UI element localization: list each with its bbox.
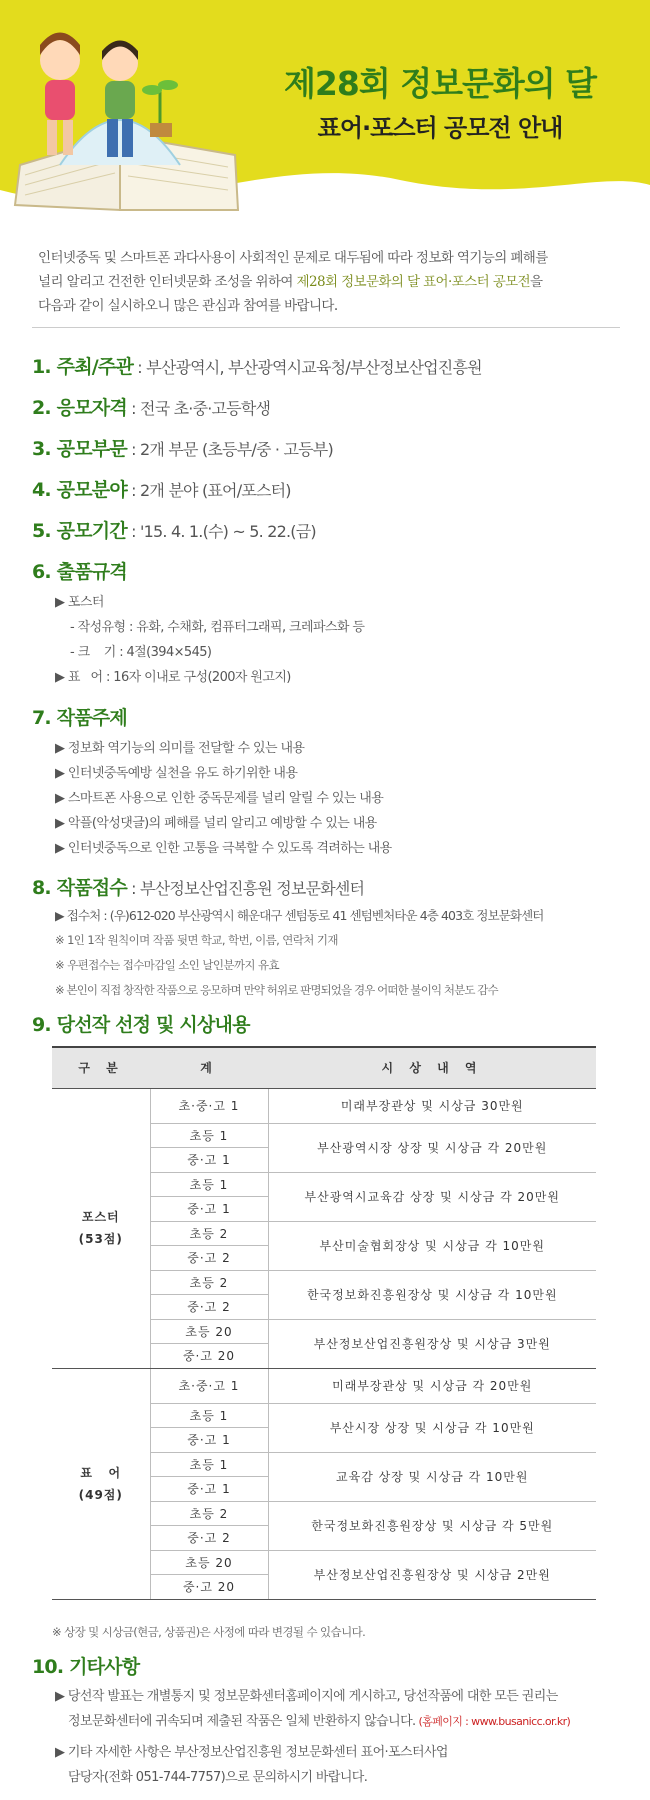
table-header-category: 구 분 — [52, 1048, 150, 1088]
etc-item2-line2: 담당자(전화 051-744-7757)으로 문의하시기 바랍니다. — [68, 1770, 368, 1785]
grade-cell: 초등 2 — [150, 1270, 268, 1295]
grade-cell: 중·고 1 — [150, 1428, 268, 1453]
grade-cell: 중·고 1 — [150, 1148, 268, 1173]
submission-address: ▶ 접수처 : (우)612-020 부산광역시 해운대구 센텀동로 41 센텀벤처타운 4층 403호 정보문화센터 — [55, 908, 544, 923]
spec-item: - 작성유형 : 유화, 수채화, 컴퓨터그래픽, 크레파스화 등 — [70, 620, 365, 635]
spec-item: ▶ 포스터 — [55, 595, 104, 610]
section-eligibility-label: 2. 응모자격 — [32, 397, 127, 419]
etc-item2-line1: ▶ 기타 자세한 사항은 부산정보산업진흥원 정보문화센터 표어·포스터사업 — [55, 1745, 448, 1760]
etc-item1-text: 정보문화센터에 귀속되며 제출된 작품은 일체 반환하지 않습니다. — [68, 1714, 416, 1729]
intro-line3: 다음과 같이 실시하오니 많은 관심과 참여를 바랍니다. — [38, 298, 338, 314]
etc-item1-line2 — [68, 1710, 570, 1729]
section-award-title: 9. 당선작 선정 및 시상내용 — [32, 1014, 250, 1036]
intro-line2-a: 널리 알리고 건전한 인터넷문화 조성을 위하여 — [38, 274, 297, 290]
award-cell: 미래부장관상 및 시상금 30만원 — [268, 1088, 596, 1123]
section-field — [32, 475, 291, 502]
title-line2: 표어·포스터 공모전 안내 — [317, 114, 563, 142]
table-row — [52, 1368, 596, 1403]
section-eligibility-value: : 전국 초·중·고등학생 — [126, 399, 271, 418]
section-etc-title: 10. 기타사항 — [32, 1656, 140, 1678]
title-line1: 제28회 정보문화의 달 — [284, 64, 596, 103]
divider — [32, 327, 620, 328]
theme-item: ▶ 악플(악성댓글)의 폐해를 널리 알리고 예방할 수 있는 내용 — [55, 816, 377, 831]
award-cell: 부산미술협회장상 및 시상금 각 10만원 — [268, 1221, 596, 1270]
etc-item1-line1: ▶ 당선작 발표는 개별통지 및 정보문화센터홈페이지에 게시하고, 당선작품에 대한 모든 권리는 — [55, 1689, 558, 1704]
grade-cell: 초·중·고 1 — [150, 1088, 268, 1123]
table-header-award: 시 상 내 역 — [268, 1048, 596, 1088]
submission-note: ※ 본인이 직접 창작한 작품으로 응모하며 만약 허위로 판명되었을 경우 어떠한 불이익 처분도 감수 — [55, 983, 498, 997]
theme-item: ▶ 인터넷중독예방 실천을 유도 하기위한 내용 — [55, 766, 298, 781]
grade-cell: 중·고 2 — [150, 1295, 268, 1320]
award-cell: 교육감 상장 및 시상금 각 10만원 — [268, 1452, 596, 1501]
section-period-value: : '15. 4. 1.(수) ~ 5. 22.(금) — [126, 522, 316, 541]
table-header-row — [52, 1048, 596, 1088]
section-spec-title: 6. 출품규격 — [32, 561, 127, 583]
grade-cell: 중·고 20 — [150, 1575, 268, 1600]
section-submission-label: 8. 작품접수 — [32, 877, 127, 899]
section-field-value: : 2개 분야 (표어/포스터) — [126, 481, 291, 500]
theme-item: ▶ 스마트폰 사용으로 인한 중독문제를 널리 알릴 수 있는 내용 — [55, 791, 384, 806]
grade-cell: 초등 1 — [150, 1123, 268, 1148]
category-poster-label: 포스터 — [81, 1210, 120, 1224]
submission-note: ※ 우편접수는 접수마감일 소인 날인분까지 유효 — [55, 958, 279, 972]
category-slogan-label: 표 어 — [80, 1465, 122, 1480]
section-division-value: : 2개 부문 (초등부/중 · 고등부) — [126, 440, 333, 459]
grade-cell: 초등 1 — [150, 1403, 268, 1428]
section-theme-title: 7. 작품주제 — [32, 707, 127, 729]
homepage-link[interactable]: (홈페이지 : www.busanicc.or.kr) — [415, 1715, 571, 1728]
award-table — [52, 1048, 596, 1600]
intro-line2 — [38, 270, 618, 294]
spec-item: - 크 기 : 4절(394×545) — [70, 645, 212, 660]
grade-cell: 초등 20 — [150, 1550, 268, 1575]
table-note: ※ 상장 및 시상금(현금, 상품권)은 사정에 따라 변경될 수 있습니다. — [52, 1625, 366, 1639]
category-slogan-count: (49점) — [78, 1487, 123, 1502]
section-host-value: : 부산광역시, 부산광역시교육청/부산정보산업진흥원 — [133, 358, 482, 377]
section-host — [32, 352, 482, 379]
award-cell: 부산정보산업진흥원장상 및 시상금 2만원 — [268, 1550, 596, 1599]
spec-item: ▶ 표 어 : 16자 이내로 구성(200자 원고지) — [55, 670, 291, 685]
award-cell: 미래부장관상 및 시상금 각 20만원 — [268, 1368, 596, 1403]
category-slogan — [52, 1368, 150, 1599]
section-eligibility — [32, 393, 270, 420]
submission-note: ※ 1인 1작 원칙이며 작품 뒷면 학교, 학번, 이름, 연락처 기재 — [55, 933, 338, 947]
grade-cell: 중·고 1 — [150, 1477, 268, 1502]
intro-paragraph — [38, 246, 618, 318]
grade-cell: 초등 2 — [150, 1221, 268, 1246]
table-row — [52, 1088, 596, 1123]
grade-cell: 중·고 20 — [150, 1344, 268, 1369]
section-division — [32, 434, 333, 461]
award-cell: 부산광역시장 상장 및 시상금 각 20만원 — [268, 1123, 596, 1172]
intro-line1: 인터넷중독 및 스마트폰 과다사용이 사회적인 문제로 대두됨에 따라 정보화 역기능의 폐해를 — [38, 250, 548, 266]
award-cell: 부산시장 상장 및 시상금 각 10만원 — [268, 1403, 596, 1452]
grade-cell: 초등 1 — [150, 1172, 268, 1197]
theme-item: ▶ 정보화 역기능의 의미를 전달할 수 있는 내용 — [55, 741, 305, 756]
section-division-label: 3. 공모부문 — [32, 438, 127, 460]
grade-cell: 초등 20 — [150, 1319, 268, 1344]
section-field-label: 4. 공모분야 — [32, 479, 127, 501]
category-poster-count: (53점) — [78, 1232, 123, 1246]
section-period — [32, 516, 316, 543]
award-cell: 부산정보산업진흥원장상 및 시상금 3만원 — [268, 1319, 596, 1368]
award-cell: 부산광역시교육감 상장 및 시상금 각 20만원 — [268, 1172, 596, 1221]
theme-item: ▶ 인터넷중독으로 인한 고통을 극복할 수 있도록 격려하는 내용 — [55, 841, 392, 856]
section-submission-value: : 부산정보산업진흥원 정보문화센터 — [126, 879, 365, 898]
header-banner — [0, 0, 650, 215]
intro-line2-b: 을 — [530, 274, 543, 290]
section-host-label: 1. 주최/주관 — [32, 356, 134, 378]
award-cell: 한국정보화진흥원장상 및 시상금 각 10만원 — [268, 1270, 596, 1319]
grade-cell: 중·고 1 — [150, 1197, 268, 1222]
grade-cell: 중·고 2 — [150, 1246, 268, 1271]
table-header-count: 계 — [150, 1048, 268, 1088]
section-submission — [32, 873, 364, 900]
category-poster — [52, 1088, 150, 1368]
award-cell: 한국정보화진흥원장상 및 시상금 각 5만원 — [268, 1501, 596, 1550]
grade-cell: 초등 1 — [150, 1452, 268, 1477]
grade-cell: 초·중·고 1 — [150, 1368, 268, 1403]
grade-cell: 중·고 2 — [150, 1526, 268, 1551]
section-period-label: 5. 공모기간 — [32, 520, 127, 542]
grade-cell: 초등 2 — [150, 1501, 268, 1526]
intro-highlight: 제28회 정보문화의 달 표어·포스터 공모전 — [296, 274, 531, 290]
book-children-illustration — [10, 15, 240, 215]
